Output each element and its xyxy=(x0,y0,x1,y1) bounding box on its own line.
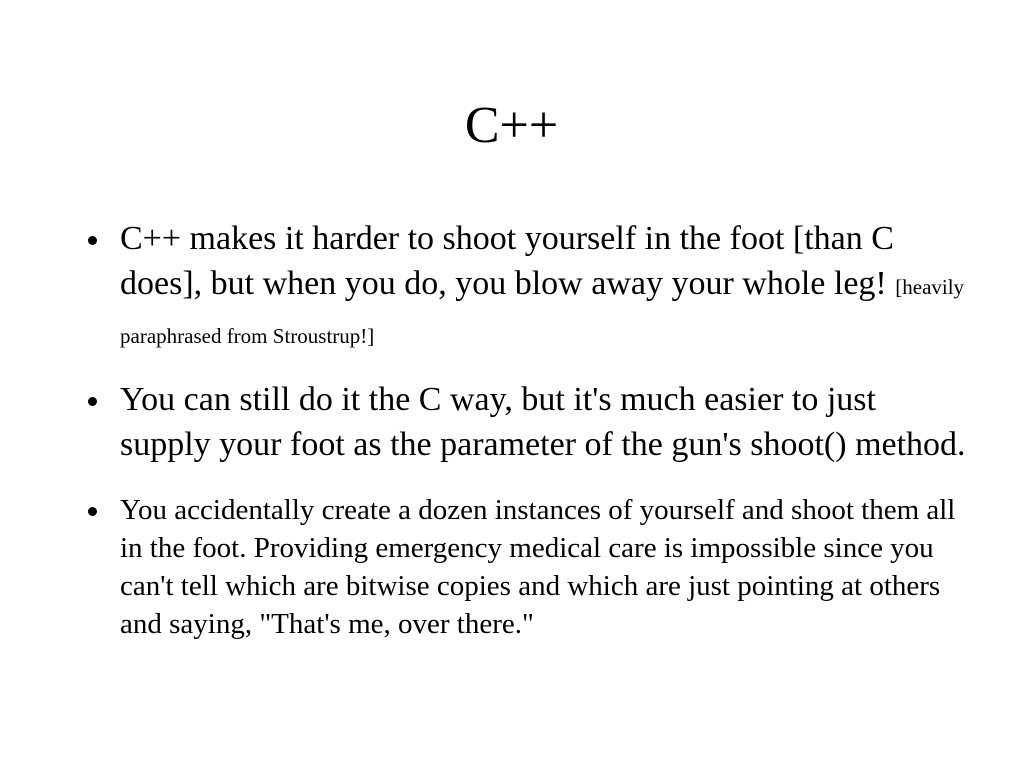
citation-note: [heavily paraphrased from Stroustrup!] xyxy=(120,275,965,348)
bullet-text: You accidentally create a dozen instances of yourself and shoot them all in the foot. Providing emergency medical care is impossible since you can't tell which are bitwise copies and which are just pointing at others and saying, "That's me, over there." xyxy=(120,494,956,640)
slide-title: C++ xyxy=(464,97,559,154)
bullet-text: You can still do it the C way, but it's much easier to just supply your foot as the parameter of the gun's shoot() method. xyxy=(120,381,966,463)
bullet-item xyxy=(86,377,966,467)
bullet-dot-icon xyxy=(88,507,97,516)
bullet-item xyxy=(86,216,966,359)
bullet-text: C++ makes it harder to shoot yourself in the foot [than C does], but when you do, you blow away your whole leg! xyxy=(120,220,894,302)
bullet-list xyxy=(86,216,966,643)
bullet-dot-icon xyxy=(88,397,97,406)
bullet-dot-icon xyxy=(88,236,97,245)
bullet-item xyxy=(86,491,966,643)
